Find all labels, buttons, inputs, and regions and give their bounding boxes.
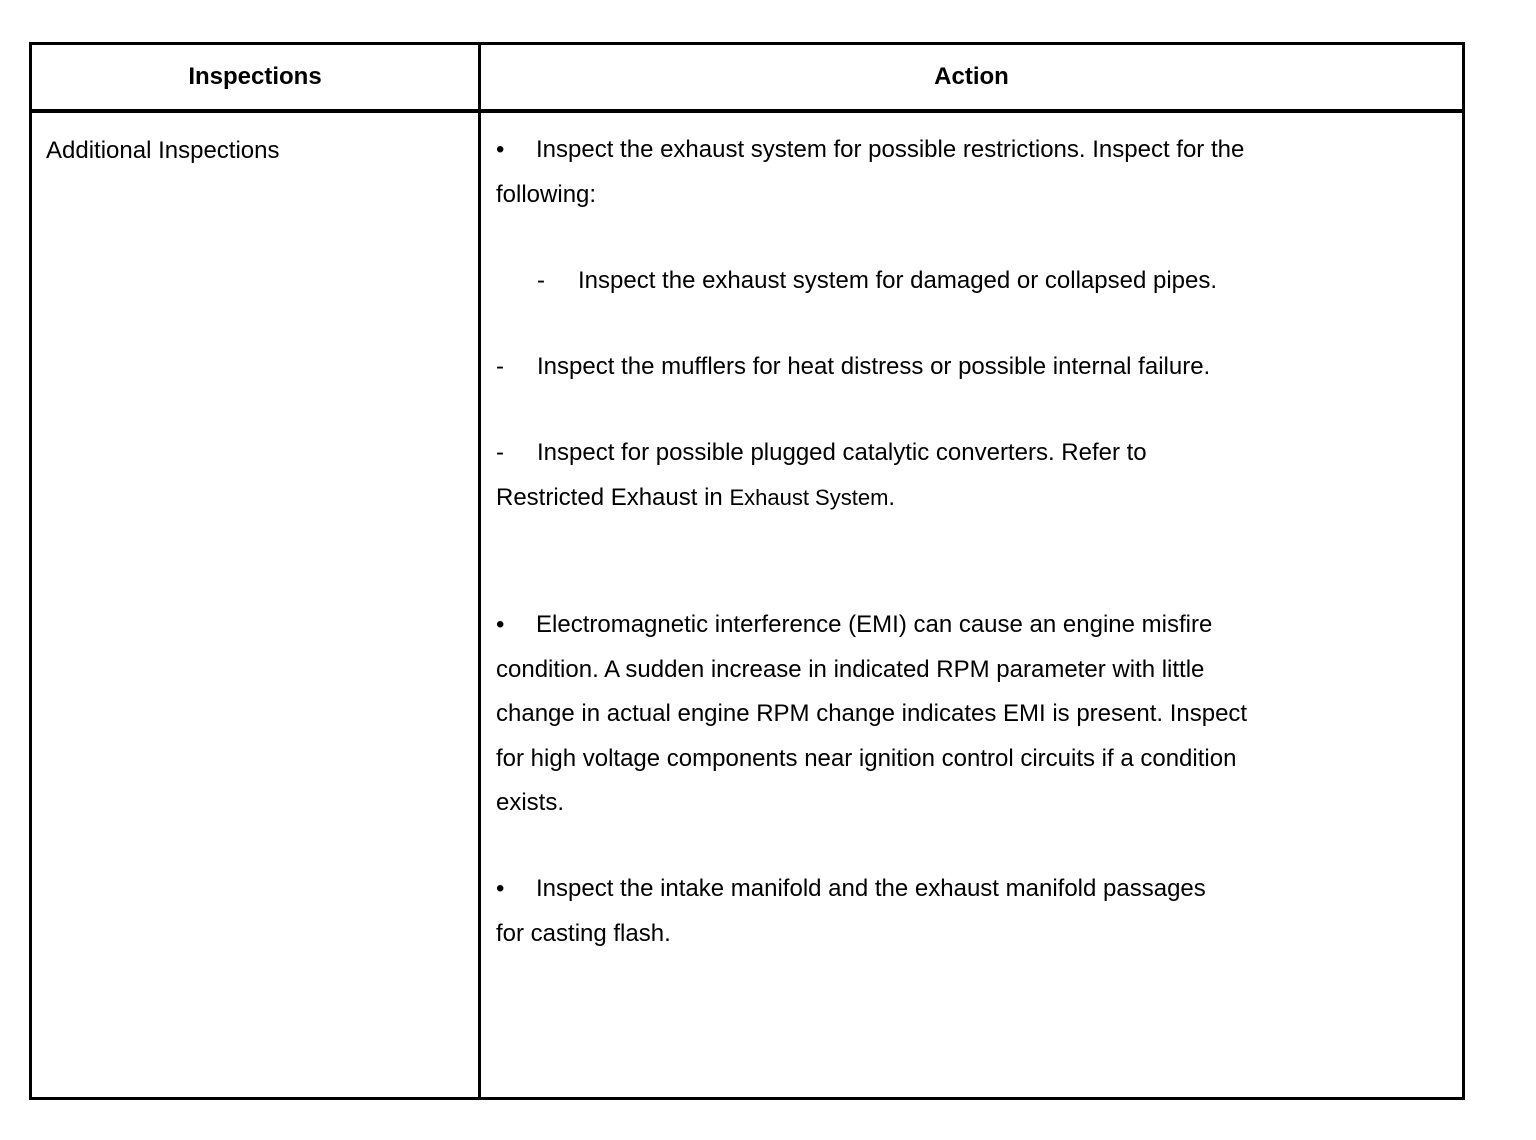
dash-marker: -: [537, 267, 545, 294]
action-item-3: [496, 867, 1396, 956]
action-item-2: [496, 603, 1396, 826]
column-divider: [478, 42, 481, 1100]
action-sub-3-prefix: Restricted Exhaust in: [496, 483, 730, 511]
action-item-1-line-1: [496, 128, 1396, 173]
action-sub-3-suffix: .: [888, 483, 896, 511]
bullet-marker: •: [496, 875, 505, 902]
action-item-2-line-1: [496, 603, 1396, 648]
action-sub-1-text: Inspect the exhaust system for damaged or collapsed pipes.: [578, 267, 1218, 294]
bullet-marker: •: [496, 611, 505, 638]
action-item-1-text: Inspect the exhaust system for possible restrictions. Inspect for the: [536, 136, 1245, 163]
action-item-3-text: Inspect the intake manifold and the exhaust manifold passages: [536, 875, 1206, 902]
bullet-marker: •: [496, 136, 505, 163]
exhaust-system-reference: Exhaust System: [729, 484, 889, 510]
action-item-3-line-1: [496, 867, 1396, 912]
action-item-2-text: Electromagnetic interference (EMI) can cause an engine misfire: [536, 611, 1213, 638]
action-item-2-line-3: change in actual engine RPM change indicates EMI is present. Inspect: [496, 700, 1248, 727]
action-item-1: [496, 128, 1396, 217]
action-sub-3-line-1: [496, 431, 1396, 476]
action-sub-3-text: Inspect for possible plugged catalytic converters. Refer to: [537, 439, 1147, 466]
dash-marker: -: [496, 439, 504, 466]
dash-marker: -: [496, 353, 504, 380]
action-item-1-line-2: following:: [496, 180, 597, 208]
action-item-2-line-2: condition. A sudden increase in indicated RPM parameter with little: [496, 655, 1205, 683]
header-action: Action: [934, 62, 1009, 90]
header-inspections: Inspections: [188, 62, 322, 90]
action-item-2-line-5: exists.: [496, 789, 565, 816]
action-item-3-line-2: for casting flash.: [496, 919, 671, 947]
action-item-2-line-4: for high voltage components near ignition control circuits if a condition: [496, 744, 1237, 772]
action-sub-3-line-2: [496, 476, 1396, 521]
action-sub-2-text: Inspect the mufflers for heat distress or possible internal failure.: [537, 353, 1211, 380]
action-sub-3: [496, 431, 1396, 520]
inspection-name: Additional Inspections: [46, 137, 280, 164]
action-sub-2: [496, 345, 1396, 390]
action-sub-1: [537, 259, 1437, 304]
